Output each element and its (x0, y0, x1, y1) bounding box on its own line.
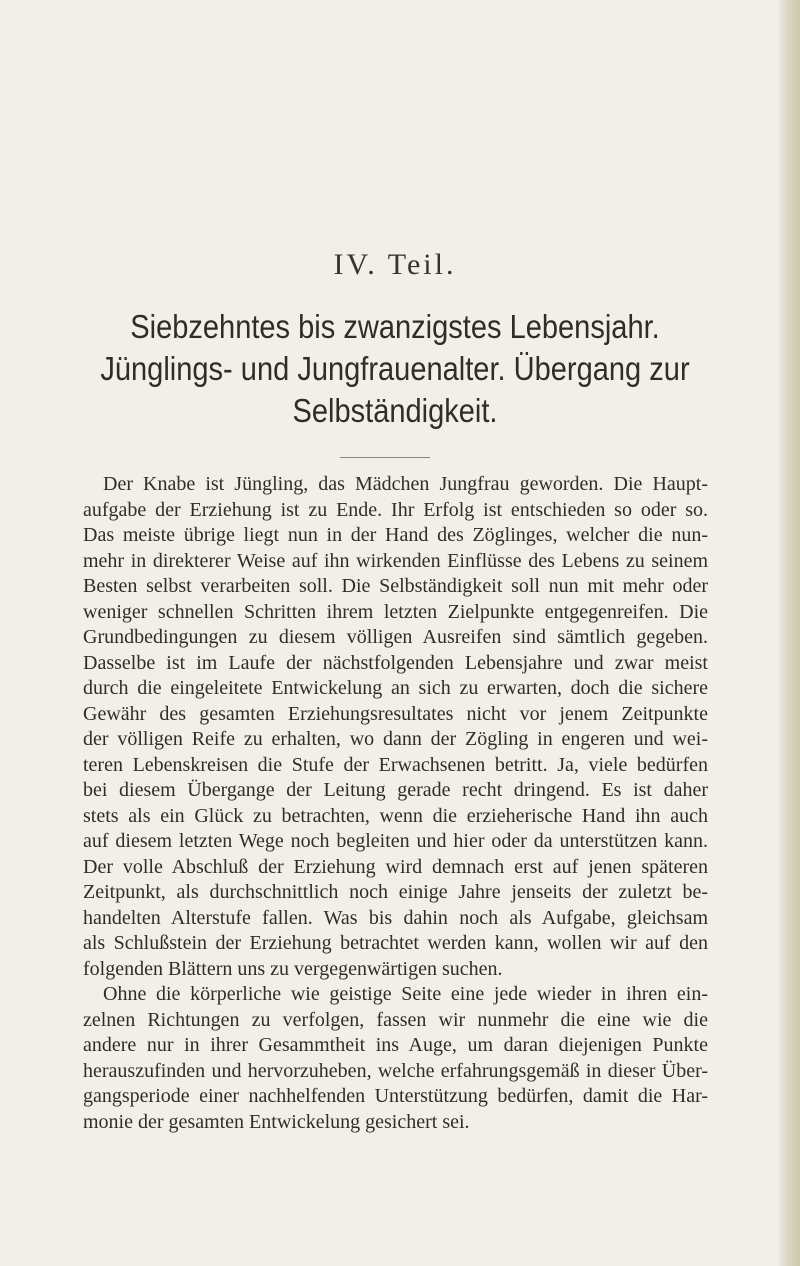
text-line: Besten selbst verarbeiten soll. Die Selbständigkeit soll nun mit mehr oder (83, 575, 708, 597)
text-line: herauszufinden und hervorzuheben, welche erfahrungsgemäß in dieser Über- (83, 1059, 708, 1082)
text-line: mehr in direkterer Weise auf ihn wirkenden Einflüsse des Lebens zu seinem (83, 549, 708, 572)
text-line: folgenden Blättern uns zu vergegenwärtigen suchen. (83, 957, 503, 980)
text-line: Das meiste übrige liegt nun in der Hand des Zöglinges, welcher die nun- (83, 524, 708, 546)
body-text (83, 472, 708, 1135)
text-line: der völligen Reife zu erhalten, wo dann der Zögling in engeren und wei- (83, 728, 708, 750)
text-line: Gewähr des gesamten Erziehungsresultates nicht vor jenem Zeitpunkte (83, 702, 708, 725)
text-line: auf diesem letzten Wege noch begleiten und hier oder da unterstützen kann. (83, 830, 708, 852)
text-line: Der Knabe ist Jüngling, das Mädchen Jungfrau geworden. Die Haupt- (103, 473, 708, 495)
text-line: monie der gesamten Entwickelung gesichert sei. (83, 1110, 470, 1133)
text-line: Zeitpunkt, als durchschnittlich noch einige Jahre jenseits der zuletzt be- (83, 881, 708, 903)
chapter-title-line-3: Selbständigkeit. (292, 392, 498, 429)
part-heading: IV. Teil. (333, 248, 457, 281)
text-line: Ohne die körperliche wie geistige Seite eine jede wieder in ihren ein- (103, 983, 708, 1005)
page-edge (778, 0, 800, 1266)
chapter-title (0, 306, 790, 432)
text-line: durch die eingeleitete Entwickelung an sich zu erwarten, doch die sichere (83, 677, 708, 699)
text-line: weniger schnellen Schritten ihrem letzten Zielpunkte entgegenreifen. Die (83, 600, 708, 623)
text-line: stets als ein Glück zu betrachten, wenn die erzieherische Hand ihn auch (83, 804, 708, 827)
chapter-title-line-2: Jünglings- und Jungfrauenalter. Übergang zur (100, 350, 690, 387)
text-line: aufgabe der Erziehung ist zu Ende. Ihr Erfolg ist entschieden so oder so. (83, 498, 708, 521)
text-line: teren Lebenskreisen die Stufe der Erwachsenen betritt. Ja, viele bedürfen (83, 753, 708, 776)
text-line: als Schlußstein der Erziehung betrachtet werden kann, wollen wir auf den (83, 932, 708, 954)
text-line: Grundbedingungen zu diesem völligen Ausreifen sind sämtlich gegeben. (83, 626, 708, 648)
text-line: zelnen Richtungen zu verfolgen, fassen wir nunmehr die eine wie die (83, 1008, 708, 1031)
text-line: gangsperiode einer nachhelfenden Unterstützung bedürfen, damit die Har- (83, 1085, 708, 1107)
text-line: bei diesem Übergange der Leitung gerade recht dringend. Es ist daher (83, 779, 708, 801)
section-divider (340, 457, 430, 458)
text-line: Dasselbe ist im Laufe der nächstfolgenden Lebensjahre und zwar meist (83, 651, 708, 674)
text-line: andere nur in ihrer Gesammtheit ins Auge, um daran diejenigen Punkte (83, 1034, 708, 1056)
chapter-title-line-1: Siebzehntes bis zwanzigstes Lebensjahr. (130, 308, 660, 345)
text-line: handelten Alterstufe fallen. Was bis dahin noch als Aufgabe, gleichsam (83, 906, 708, 929)
text-line: Der volle Abschluß der Erziehung wird demnach erst auf jenen späteren (83, 855, 708, 878)
